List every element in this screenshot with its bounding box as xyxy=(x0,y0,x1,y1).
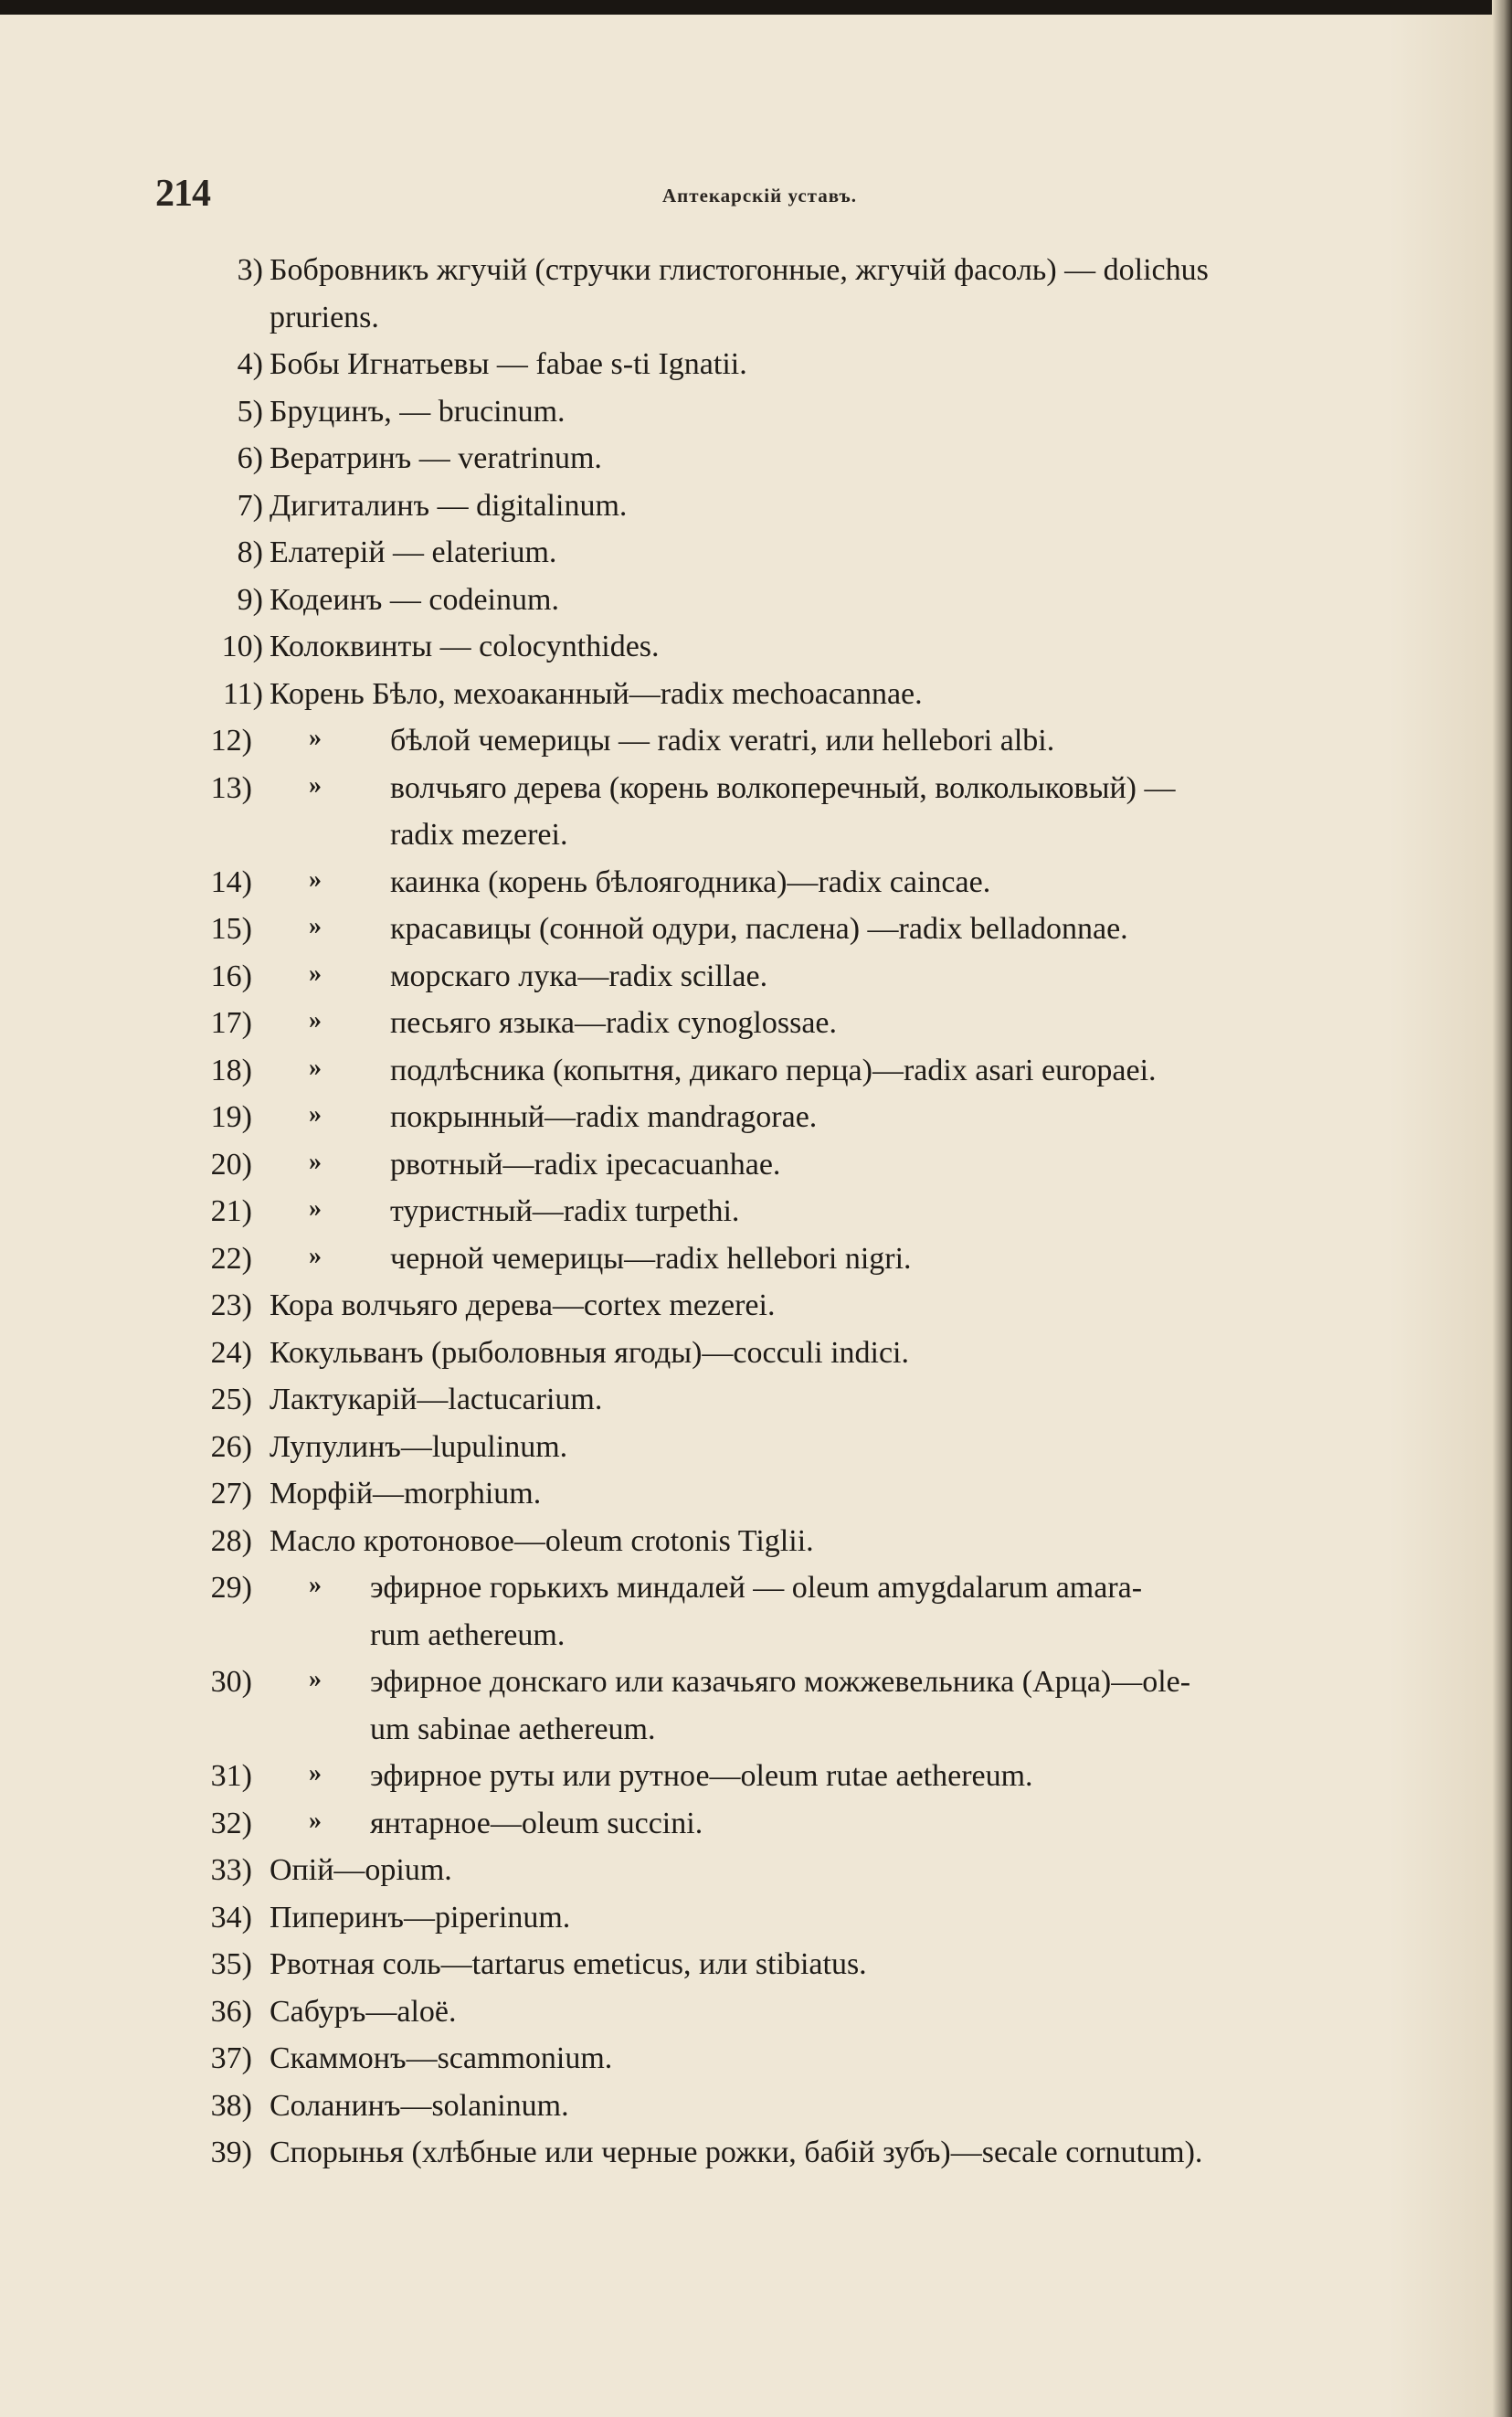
running-head: Аптекарскій уставъ. xyxy=(662,185,858,207)
list-item xyxy=(0,1807,1512,1854)
entry-number: 3) xyxy=(237,253,263,287)
entry-text: Вератринъ — veratrinum. xyxy=(270,441,602,475)
list-item xyxy=(0,630,1512,677)
entry-text: Пиперинъ—piperinum. xyxy=(270,1900,571,1935)
entry-text: Кокульванъ (рыболовныя ягоды)—cocculi indici. xyxy=(270,1335,910,1370)
list-item xyxy=(0,253,1512,301)
entry-number: 7) xyxy=(237,488,263,523)
entry-number: 4) xyxy=(237,347,263,381)
entry-text: Спорынья (хлѣбные или черные рожки, бабій зубъ)—secale cornutum). xyxy=(270,2136,1203,2169)
list-item xyxy=(0,535,1512,583)
list-item xyxy=(0,1853,1512,1901)
entry-number: 38) xyxy=(210,2088,252,2123)
entry-text: волчьяго дерева (корень волкоперечный, волколыковый) — xyxy=(390,770,1176,805)
entry-text: Дигиталинъ — digitalinum. xyxy=(270,488,628,523)
entry-number: 21) xyxy=(210,1194,252,1228)
ditto-mark: » xyxy=(309,1100,322,1129)
entry-text: Бобы Игнатьевы — fabae s-ti Ignatii. xyxy=(270,347,747,381)
entry-text: radix mezerei. xyxy=(390,818,568,852)
entry-number: 18) xyxy=(210,1053,252,1087)
entry-text: подлѣсника (копытня, дикаго перца)—radix asari europaei. xyxy=(390,1053,1157,1087)
list-item xyxy=(0,2089,1512,2136)
entry-number: 13) xyxy=(210,770,252,805)
list-item xyxy=(0,1288,1512,1336)
entry-text: эфирное руты или рутное—oleum rutae aethereum. xyxy=(370,1759,1033,1793)
entry-text: Лактукарій—lactucarium. xyxy=(270,1383,603,1416)
entry-number: 27) xyxy=(210,1477,252,1511)
list-item xyxy=(0,1430,1512,1478)
entry-text: песьяго языка—radix cynoglossae. xyxy=(390,1006,838,1040)
list-item xyxy=(0,1336,1512,1383)
entry-text: Сабуръ—aloë. xyxy=(270,1994,457,2029)
ditto-mark: » xyxy=(309,1665,322,1693)
entry-text: Опій—opium. xyxy=(270,1853,452,1887)
list-item xyxy=(0,1242,1512,1289)
entry-number: 29) xyxy=(210,1571,252,1605)
entry-text: покрынный—radix mandragorae. xyxy=(390,1100,818,1134)
entry-number: 24) xyxy=(210,1335,252,1370)
list-item xyxy=(0,1759,1512,1807)
ditto-mark: » xyxy=(309,1571,322,1599)
entry-number: 35) xyxy=(210,1947,252,1981)
entry-number: 11) xyxy=(222,676,263,711)
entry-number: 16) xyxy=(210,959,252,993)
entry-text: туристный—radix turpethi. xyxy=(390,1194,740,1228)
ditto-mark: » xyxy=(309,770,322,800)
entry-number: 32) xyxy=(210,1806,252,1840)
entry-number: 28) xyxy=(210,1523,252,1558)
entry-text: Елатерій — elaterium. xyxy=(270,535,557,569)
list-item xyxy=(0,1618,1512,1666)
list-item xyxy=(0,724,1512,771)
entry-number: 33) xyxy=(210,1853,252,1887)
list-item xyxy=(0,347,1512,395)
entry-number: 26) xyxy=(210,1429,252,1464)
entry-text: красавицы (сонной одури, паслена) —radix belladonnae. xyxy=(390,912,1128,946)
entry-text: Морфій—morphium. xyxy=(270,1477,542,1511)
entry-text: эфирное донскаго или казачьяго можжевельника (Арца)—ole- xyxy=(370,1665,1191,1699)
ditto-mark: » xyxy=(309,1759,322,1787)
list-item xyxy=(0,771,1512,819)
list-item xyxy=(0,1006,1512,1054)
ditto-mark: » xyxy=(309,1006,322,1034)
entry-list xyxy=(0,253,1512,2183)
list-item xyxy=(0,583,1512,631)
entry-number: 5) xyxy=(237,394,263,429)
list-item xyxy=(0,1665,1512,1712)
entry-text: Корень Бѣло, мехоаканный—radix mechoacannae. xyxy=(270,676,923,711)
entry-number: 12) xyxy=(210,724,252,758)
page-number: 214 xyxy=(155,173,210,215)
entry-text: Колоквинты — colocynthides. xyxy=(270,630,660,663)
list-item xyxy=(0,395,1512,442)
entry-text: эфирное горькихъ миндалей — oleum amygdalarum amara- xyxy=(370,1571,1143,1605)
entry-number: 25) xyxy=(210,1383,252,1416)
entry-number: 17) xyxy=(210,1006,252,1040)
entry-text: морскаго лука—radix scillae. xyxy=(390,959,768,993)
list-item xyxy=(0,301,1512,348)
entry-number: 15) xyxy=(210,912,252,946)
list-item xyxy=(0,441,1512,489)
entry-text: каинка (корень бѣлоягодника)—radix caincae. xyxy=(390,864,991,899)
entry-number: 20) xyxy=(210,1147,252,1182)
entry-number: 34) xyxy=(210,1900,252,1935)
entry-number: 37) xyxy=(210,2041,252,2075)
entry-text: Кора волчьяго дерева—cortex mezerei. xyxy=(270,1288,776,1322)
entry-number: 23) xyxy=(210,1288,252,1322)
entry-number: 31) xyxy=(210,1759,252,1793)
list-item xyxy=(0,1054,1512,1101)
list-item xyxy=(0,1571,1512,1618)
list-item xyxy=(0,2041,1512,2089)
list-item xyxy=(0,2136,1512,2183)
list-item xyxy=(0,1148,1512,1195)
list-item xyxy=(0,959,1512,1007)
entry-number: 9) xyxy=(237,582,263,617)
entry-number: 39) xyxy=(210,2136,252,2169)
list-item xyxy=(0,865,1512,913)
list-item xyxy=(0,1995,1512,2042)
entry-text: Масло кротоновое—oleum crotonis Tiglii. xyxy=(270,1523,814,1558)
entry-number: 22) xyxy=(210,1241,252,1276)
scan-top-edge xyxy=(0,0,1512,15)
ditto-mark: » xyxy=(309,1053,322,1082)
entry-text: rum aethereum. xyxy=(370,1617,566,1652)
ditto-mark: » xyxy=(309,724,322,752)
entry-text: Бруцинъ, — brucinum. xyxy=(270,394,566,429)
list-item xyxy=(0,489,1512,536)
entry-text: Соланинъ—solaninum. xyxy=(270,2088,569,2123)
entry-text: Скаммонъ—scammonium. xyxy=(270,2041,613,2075)
list-item xyxy=(0,912,1512,959)
ditto-mark: » xyxy=(309,1194,322,1223)
entry-number: 8) xyxy=(237,535,263,569)
list-item xyxy=(0,818,1512,865)
entry-number: 10) xyxy=(221,630,263,663)
list-item xyxy=(0,1947,1512,1995)
entry-text: рвотный—radix ipecacuanhae. xyxy=(390,1147,781,1182)
entry-text: Бобровникъ жгучій (стручки глистогонные, жгучій фасоль) — dolichus xyxy=(270,253,1209,287)
entry-text: черной чемерицы—radix hellebori nigri. xyxy=(390,1241,912,1276)
entry-number: 19) xyxy=(210,1100,252,1134)
ditto-mark: » xyxy=(309,864,322,894)
entry-text: Кодеинъ — codeinum. xyxy=(270,582,559,617)
entry-number: 30) xyxy=(210,1665,252,1699)
ditto-mark: » xyxy=(309,1241,322,1270)
entry-number: 14) xyxy=(210,864,252,899)
page-header xyxy=(0,172,1512,217)
ditto-mark: » xyxy=(309,959,322,988)
entry-number: 6) xyxy=(237,441,263,475)
entry-number: 36) xyxy=(210,1994,252,2029)
ditto-mark: » xyxy=(309,912,322,940)
list-item xyxy=(0,677,1512,725)
entry-text: Рвотная соль—tartarus emeticus, или stibiatus. xyxy=(270,1947,867,1981)
entry-text: um sabinae aethereum. xyxy=(370,1712,656,1746)
list-item xyxy=(0,1383,1512,1430)
entry-text: pruriens. xyxy=(270,300,379,334)
entry-text: янтарное—oleum succini. xyxy=(370,1806,703,1840)
list-item xyxy=(0,1100,1512,1148)
entry-text: бѣлой чемерицы — radix veratri, или hellebori albi. xyxy=(390,724,1055,758)
entry-text: Лупулинъ—lupulinum. xyxy=(270,1429,568,1464)
ditto-mark: » xyxy=(309,1806,322,1835)
list-item xyxy=(0,1901,1512,1948)
list-item xyxy=(0,1524,1512,1572)
ditto-mark: » xyxy=(309,1147,322,1176)
list-item xyxy=(0,1712,1512,1760)
list-item xyxy=(0,1194,1512,1242)
list-item xyxy=(0,1477,1512,1524)
